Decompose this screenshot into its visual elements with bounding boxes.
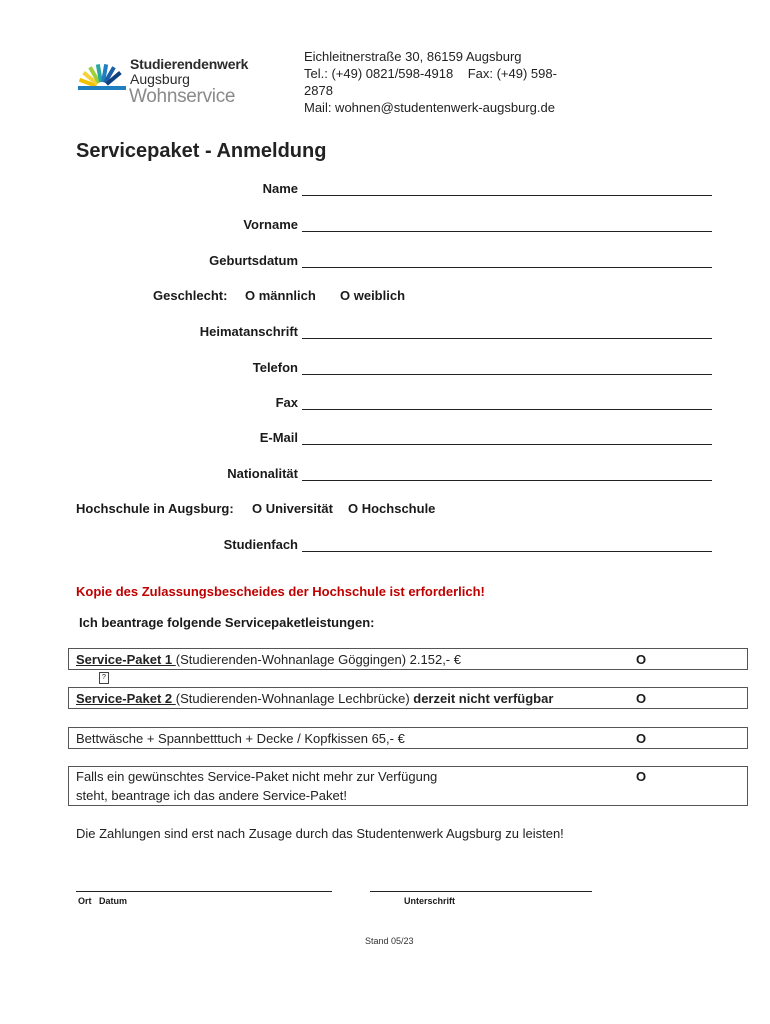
intro-text: Ich beantrage folgende Servicepaketleistungen: xyxy=(79,615,375,630)
studienfach-field[interactable] xyxy=(302,551,712,552)
studienfach-label: Studienfach xyxy=(223,537,298,552)
hochschule-option-hochschule[interactable]: O Hochschule xyxy=(348,501,436,516)
fallback-text-line1: Falls ein gewünschtes Service-Paket nicht mehr zur Verfügung xyxy=(76,769,438,784)
page-title: Servicepaket - Anmeldung xyxy=(76,140,327,162)
contact-phone-cont: 2878 xyxy=(304,83,333,98)
package-1-text xyxy=(76,652,461,667)
package-2-text xyxy=(76,691,553,706)
geburtsdatum-field[interactable] xyxy=(302,267,712,268)
nationalitaet-field[interactable] xyxy=(302,480,712,481)
package-2-note: derzeit nicht verfügbar xyxy=(413,691,554,706)
contact-phone: Tel.: (+49) 0821/598-4918 Fax: (+49) 598- xyxy=(304,66,557,81)
fax-field[interactable] xyxy=(302,409,712,410)
package-1-detail: (Studierenden-Wohnanlage Göggingen) 2.152,- € xyxy=(175,652,461,667)
nationalitaet-label: Nationalität xyxy=(227,466,298,481)
bedding-checkbox[interactable]: O xyxy=(636,731,647,746)
vorname-label: Vorname xyxy=(243,217,298,232)
geschlecht-label: Geschlecht: xyxy=(153,288,228,303)
logo-base xyxy=(78,86,126,90)
studierendenwerk-logo xyxy=(78,52,128,112)
contact-block xyxy=(304,48,594,116)
heimatanschrift-label: Heimatanschrift xyxy=(199,324,298,339)
package-1-title: Service-Paket 1 xyxy=(76,652,176,667)
hochschule-option-universitaet[interactable]: O Universität xyxy=(252,501,333,516)
payment-note: Die Zahlungen sind erst nach Zusage durch das Studentenwerk Augsburg zu leisten! xyxy=(76,826,564,841)
bedding-text: Bettwäsche + Spannbetttuch + Decke / Kopfkissen 65,- € xyxy=(76,731,405,746)
place-date-field[interactable] xyxy=(76,891,332,892)
gender-option-male[interactable]: O männlich xyxy=(245,288,316,303)
email-field[interactable] xyxy=(302,444,712,445)
telefon-label: Telefon xyxy=(252,360,298,375)
document-version: Stand 05/23 xyxy=(365,936,414,946)
warning-text: Kopie des Zulassungsbescheides der Hochschule ist erforderlich! xyxy=(76,584,485,599)
contact-mail: Mail: wohnen@studentenwerk-augsburg.de xyxy=(304,100,555,115)
placeholder-glyph-icon: ? xyxy=(99,672,109,684)
email-label: E-Mail xyxy=(259,430,298,445)
logo-text-augsburg: Augsburg xyxy=(130,71,190,87)
logo-text-wohnservice: Wohnservice xyxy=(129,86,236,107)
geburtsdatum-label: Geburtsdatum xyxy=(209,253,298,268)
telefon-field[interactable] xyxy=(302,374,712,375)
fallback-checkbox[interactable]: O xyxy=(636,769,647,784)
logo-text-studierendenwerk: Studierendenwerk xyxy=(130,56,249,72)
fax-label: Fax xyxy=(275,395,298,410)
package-1-checkbox[interactable]: O xyxy=(636,652,647,667)
contact-address: Eichleitnerstraße 30, 86159 Augsburg xyxy=(304,49,522,64)
gender-option-female[interactable]: O weiblich xyxy=(340,288,406,303)
fallback-text-line2: steht, beantrage ich das andere Service-Paket! xyxy=(76,788,347,803)
place-date-label: Ort Datum xyxy=(78,896,128,906)
signature-label: Unterschrift xyxy=(404,896,456,906)
package-2-checkbox[interactable]: O xyxy=(636,691,647,706)
signature-field[interactable] xyxy=(370,891,592,892)
name-label: Name xyxy=(262,181,298,196)
package-2-title: Service-Paket 2 xyxy=(76,691,176,706)
package-2-detail: (Studierenden-Wohnanlage Lechbrücke) xyxy=(175,691,414,706)
hochschule-label: Hochschule in Augsburg: xyxy=(76,501,234,516)
name-field[interactable] xyxy=(302,195,712,196)
vorname-field[interactable] xyxy=(302,231,712,232)
heimatanschrift-field[interactable] xyxy=(302,338,712,339)
